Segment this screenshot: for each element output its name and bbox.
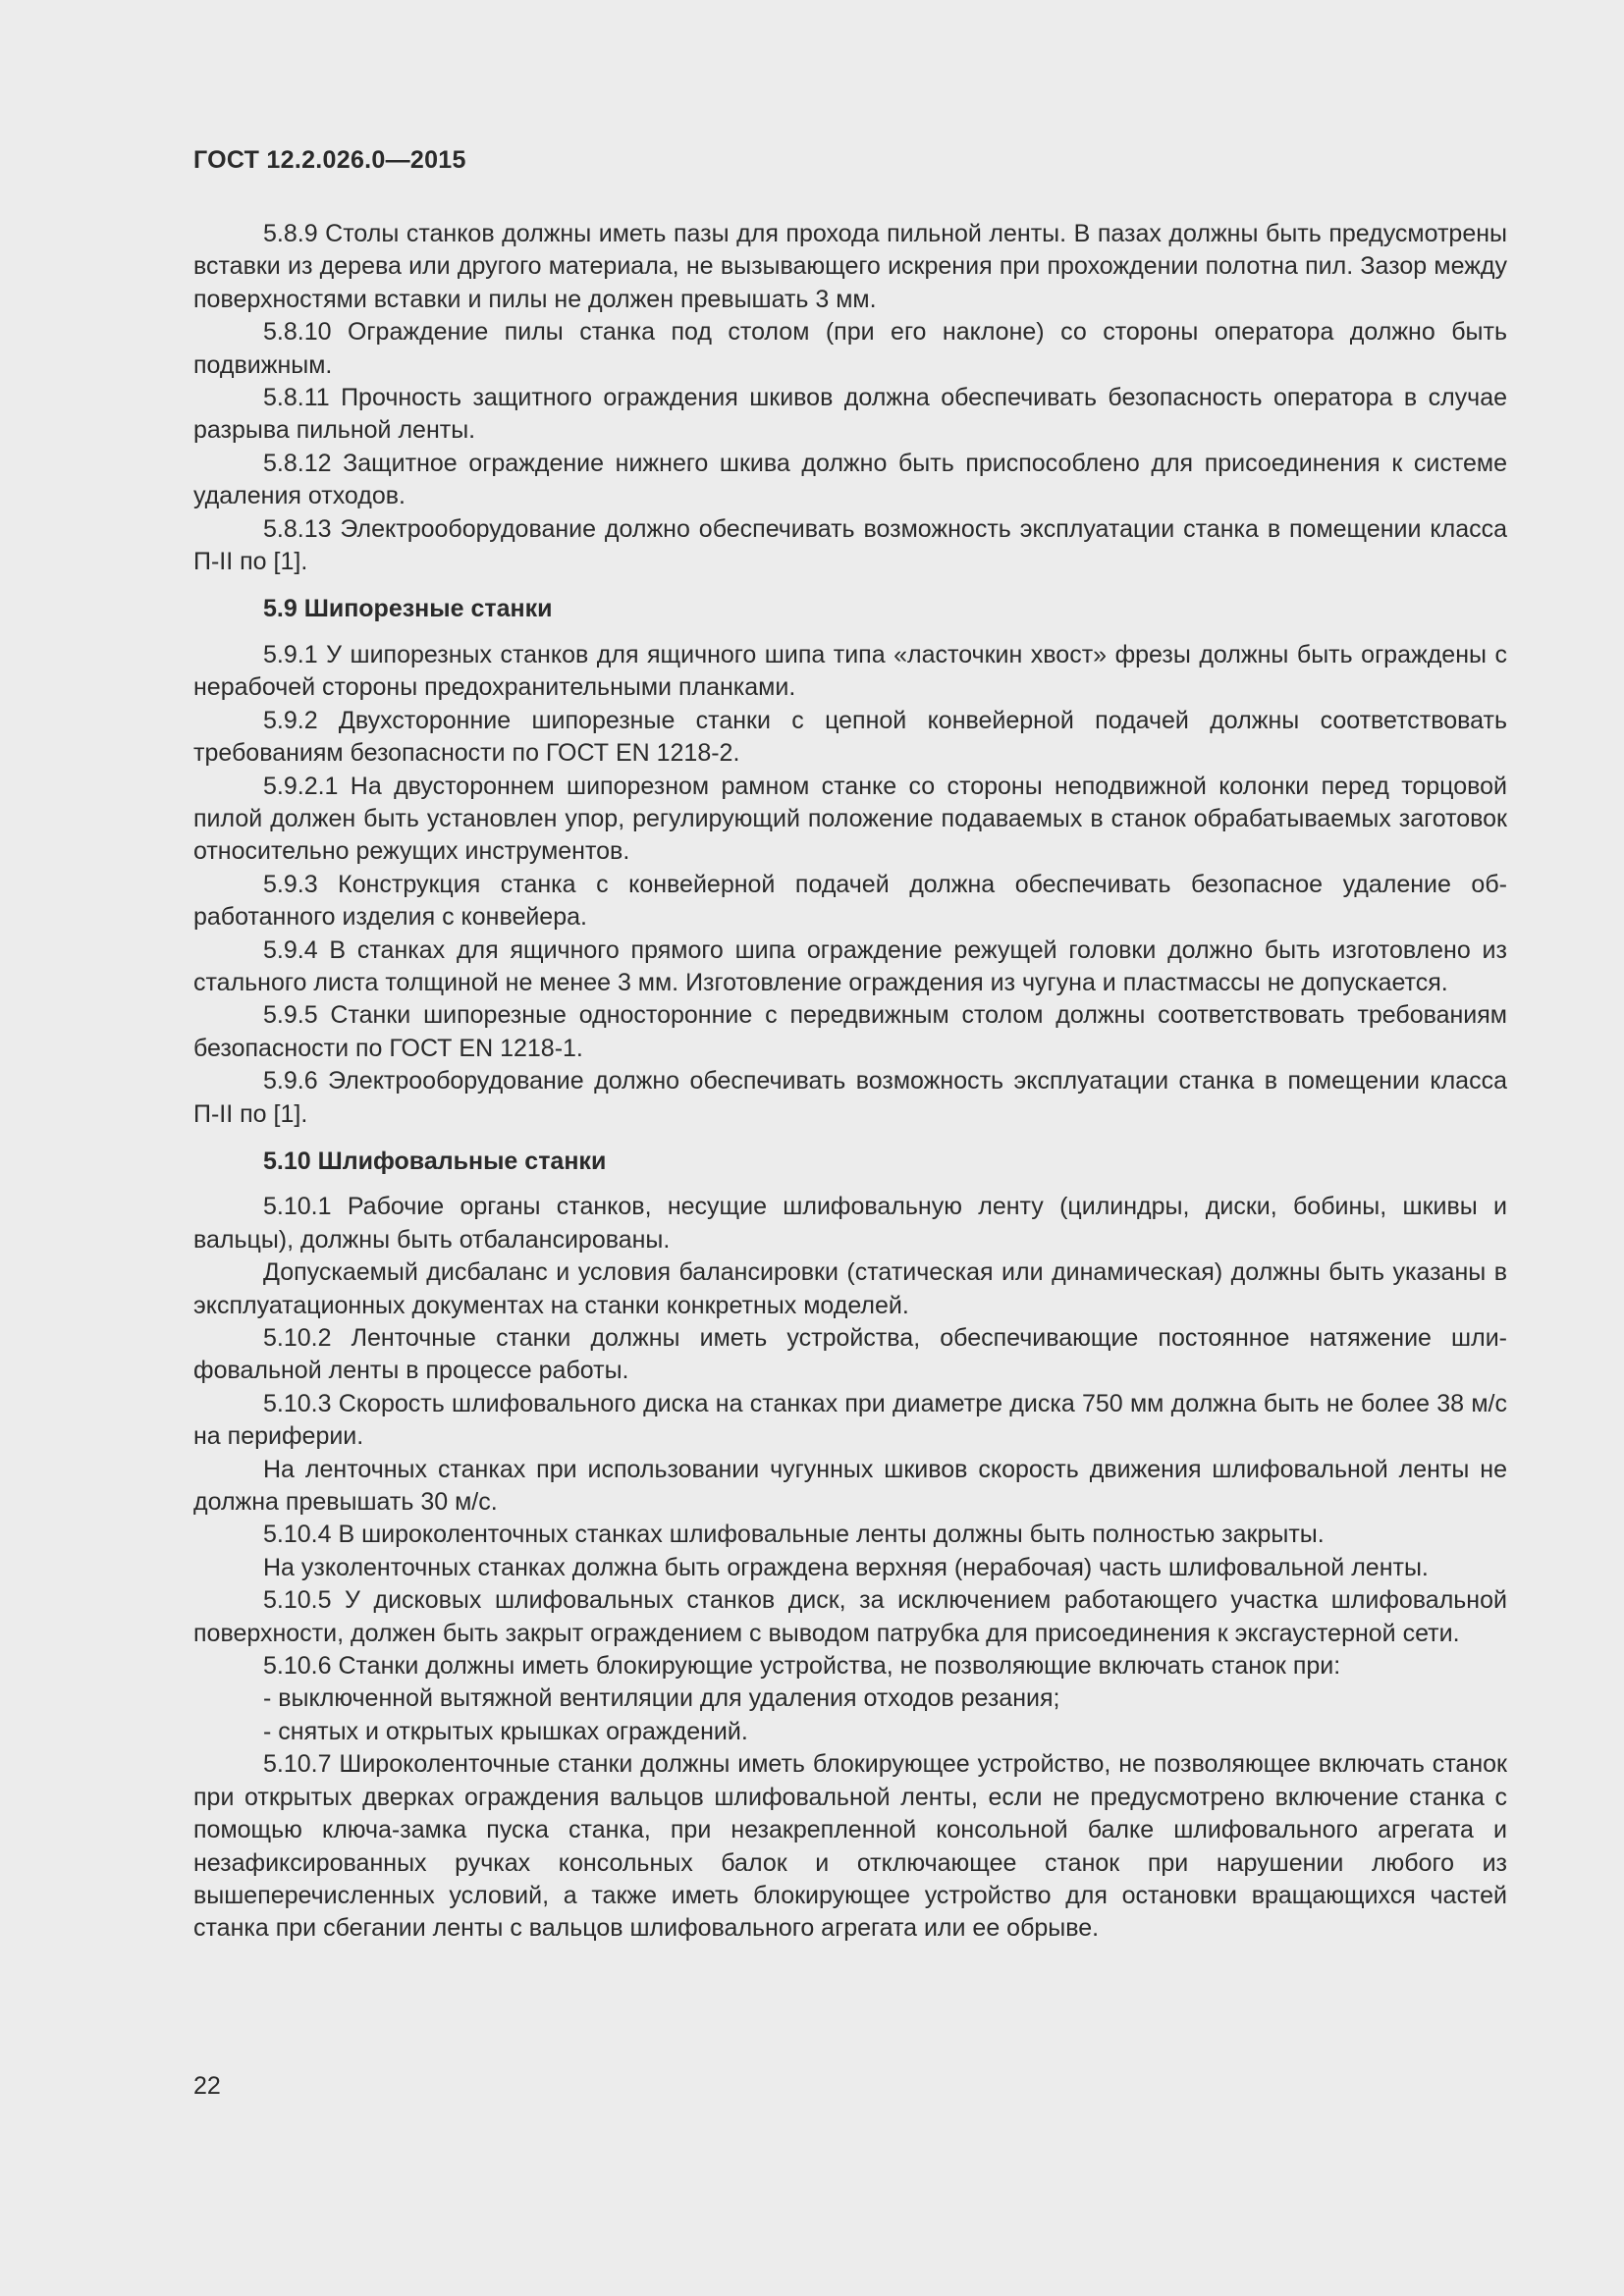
document-page <box>193 145 1507 1946</box>
paragraph: 5.9.6 Электрооборудование должно обеспечивать возможность эксплуатации станка в помещении класса П-II по [1]. <box>193 1067 1507 1128</box>
paragraph: 5.10.2 Ленточные станки должны иметь устройства, обеспечивающие постоянное натяжение шлифовальной ленты в процессе работы. <box>193 1324 1507 1385</box>
paragraph: 5.9.3 Конструкция станка с конвейерной подачей должна обеспечивать безопасное удаление обработанного изделия с конвейера. <box>193 870 1507 932</box>
paragraph: 5.10.6 Станки должны иметь блокирующие устройства, не позволяющие включать станок при: <box>263 1652 1341 1681</box>
paragraph: 5.10.7 Широколенточные станки должны иметь блокирующее устройство, не позволяющее включать станок при открытых дверках ограждения вальцов шлифовальной ленты, если не предусмотрено включение станка с помощью ключа-замка пуска станка, при незакрепленной консольной балке шлифовального агрегата и незафиксированных ручках консольных балок и отключающее станок при нарушении любого из вышеперечисленных условий, а также иметь блокирующее устройство для остановки вращающихся частей станка при сбегании ленты с вальцов шлифовального агрегата или ее обрыве. <box>193 1750 1507 1943</box>
paragraph: 5.8.11 Прочность защитного ограждения шкивов должна обеспечивать безопасность оператора в случае разрыва пильной ленты. <box>193 384 1507 445</box>
paragraph: 5.10.4 В широколенточных станках шлифовальные ленты должны быть полностью закрыты. <box>263 1521 1325 1549</box>
paragraph: 5.8.13 Электрооборудование должно обеспечивать возможность эксплуатации станка в помещении класса П-II по [1]. <box>193 514 1507 576</box>
list-item: - выключенной вытяжной вентиляции для удаления отходов резания; <box>263 1684 1060 1713</box>
paragraph: 5.8.9 Столы станков должны иметь пазы для прохода пильной ленты. В пазах должны быть предусмотрены вставки из дерева или другого материала, не вызывающего искрения при прохождении полотна пил. Зазор между поверхностями вставки и пилы не должен превышать 3 мм. <box>193 220 1507 313</box>
document-body <box>193 218 1507 1946</box>
paragraph: 5.10.1 Рабочие органы станков, несущие шлифовальную ленту (цилиндры, диски, бобины, шкивы и вальцы), должны быть отбалансированы. <box>193 1193 1507 1254</box>
paragraph: 5.8.10 Ограждение пилы станка под столом (при его наклоне) со стороны оператора должно быть подвижным. <box>193 318 1507 379</box>
list-item: - снятых и открытых крышках ограждений. <box>263 1717 748 1745</box>
paragraph: 5.9.2 Двухсторонние шипорезные станки с цепной конвейерной подачей должны соответствовать требованиям безопасности по ГОСТ EN 1218-2. <box>193 706 1507 768</box>
paragraph: 5.10.3 Скорость шлифовального диска на станках при диаметре диска 750 мм должна быть не более 38 м/с на периферии. <box>193 1389 1507 1451</box>
section-heading: 5.10 Шлифовальные станки <box>263 1147 607 1175</box>
document-header: ГОСТ 12.2.026.0—2015 <box>193 146 466 174</box>
paragraph: 5.9.1 У шипорезных станков для ящичного шипа типа «ласточкин хвост» фрезы должны быть ограждены с нерабочей стороны предохранительными планками. <box>193 640 1507 702</box>
paragraph: Допускаемый дисбаланс и условия балансировки (статическая или динамическая) должны быть указаны в эксплуатационных документах на станки конкретных моделей. <box>193 1258 1507 1319</box>
paragraph: На узколенточных станках должна быть ограждена верхняя (нерабочая) часть шлифовальной ленты. <box>263 1553 1429 1581</box>
paragraph: На ленточных станках при использовании чугунных шкивов скорость движения шлифовальной ленты не должна превышать 30 м/с. <box>193 1455 1507 1517</box>
paragraph: 5.9.5 Станки шипорезные односторонние с передвижным столом должны соответствовать требованиям безопасности по ГОСТ EN 1218-1. <box>193 1001 1507 1062</box>
paragraph: 5.8.12 Защитное ограждение нижнего шкива должно быть приспособлено для присоединения к системе удаления отходов. <box>193 449 1507 510</box>
paragraph: 5.9.4 В станках для ящичного прямого шипа ограждение режущей головки должно быть изготовлено из стального листа толщиной не менее 3 мм. Изготовление ограждения из чугуна и пластмассы не допускается. <box>193 935 1507 996</box>
paragraph: 5.9.2.1 На двустороннем шипорезном рамном станке со стороны неподвижной колонки перед торцовой пилой должен быть установлен упор, регулирующий положение подаваемых в станок обрабатываемых заготовок относительно режущих инструментов. <box>193 772 1507 866</box>
section-heading: 5.9 Шипорезные станки <box>263 595 553 623</box>
page-number: 22 <box>193 2072 221 2100</box>
paragraph: 5.10.5 У дисковых шлифовальных станков диск, за исключением работающего участка шлифовальной поверхности, должен быть закрыт ограждением с выводом патрубка для присоединения к эксгаустерной сети. <box>193 1586 1507 1647</box>
